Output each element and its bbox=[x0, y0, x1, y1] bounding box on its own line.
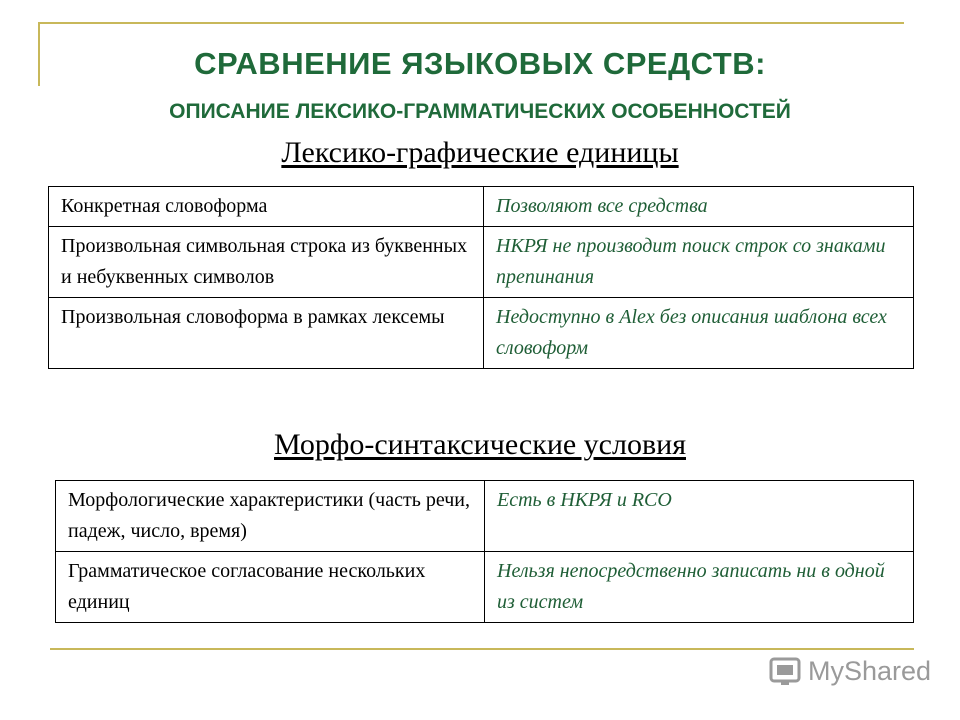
frame-bottom-line bbox=[50, 648, 914, 650]
table-cell-feature: Морфологические характеристики (часть речи, падеж, число, время) bbox=[56, 481, 485, 552]
section-heading-morpho-syntactic: Морфо-синтаксические условия bbox=[274, 428, 686, 461]
myshared-logo-icon bbox=[768, 654, 802, 688]
table-row bbox=[49, 187, 914, 227]
morpho-syntactic-table bbox=[55, 480, 914, 623]
table-row bbox=[56, 552, 914, 623]
table-row bbox=[49, 227, 914, 298]
lexico-graphic-table bbox=[48, 186, 914, 369]
watermark-text: MyShared bbox=[808, 655, 932, 686]
table-cell-comment: Есть в НКРЯ и RCO bbox=[485, 481, 914, 552]
slide-subtitle: ОПИСАНИЕ ЛЕКСИКО-ГРАММАТИЧЕСКИХ ОСОБЕННОСТЕЙ bbox=[169, 100, 791, 123]
table-row bbox=[49, 298, 914, 369]
table-cell-comment: Недоступно в Alex без описания шаблона всех словоформ bbox=[484, 298, 914, 369]
watermark bbox=[768, 654, 931, 688]
table-cell-feature: Грамматическое согласование нескольких единиц bbox=[56, 552, 485, 623]
table-cell-comment: Нельзя непосредственно записать ни в одной из систем bbox=[485, 552, 914, 623]
table-cell-feature: Конкретная словоформа bbox=[49, 187, 484, 227]
table-cell-comment: НКРЯ не производит поиск строк со знаками препинания bbox=[484, 227, 914, 298]
slide-title: СРАВНЕНИЕ ЯЗЫКОВЫХ СРЕДСТВ: bbox=[194, 46, 766, 81]
table-row bbox=[56, 481, 914, 552]
table-cell-feature: Произвольная словоформа в рамках лексемы bbox=[49, 298, 484, 369]
table-cell-comment: Позволяют все средства bbox=[484, 187, 914, 227]
frame-top-line bbox=[40, 22, 904, 24]
section-heading-lexico-graphic: Лексико-графические единицы bbox=[281, 136, 679, 169]
table-cell-feature: Произвольная символьная строка из буквенных и небуквенных символов bbox=[49, 227, 484, 298]
